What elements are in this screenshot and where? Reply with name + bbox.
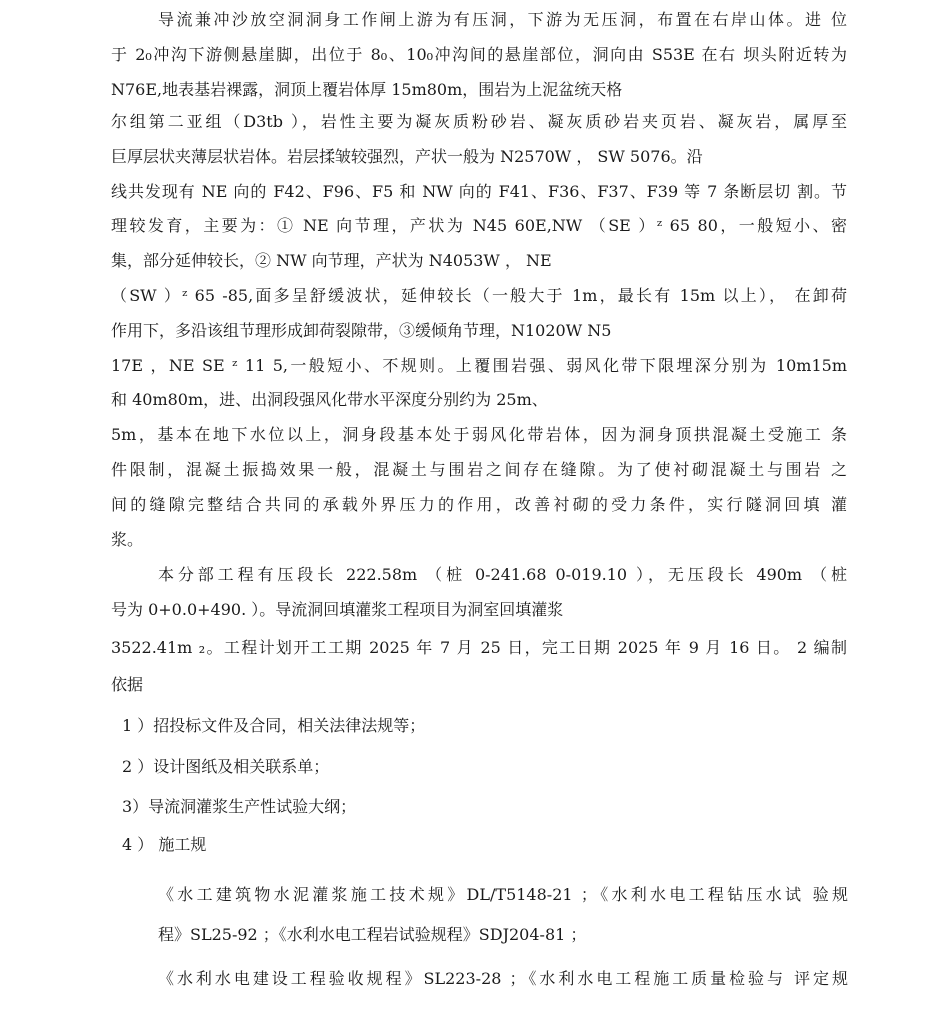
text-line: 集，部分延伸较长，② NW 向节理，产状为 N4053W ， NE (111, 251, 552, 270)
text-line: 巨厚层状夹薄层状岩体。岩层揉皱较强烈，产状一般为 N2570W ， SW 5076。沿 (111, 147, 703, 166)
text-line: （SW ）ᶻ 65 -85,面多呈舒缓波状，延伸较长（一般大于 1m，最长有 15m 以上）， 在卸荷 (111, 286, 847, 305)
text-line: 于 2₀冲沟下游侧悬崖脚，出位于 8₀、10₀冲沟间的悬崖部位，洞向由 S53E 在右 坝头附近转为 (111, 45, 847, 64)
reference-line: 程》SL25-92 ；《水利水电工程岩试验规程》SDJ204-81 ； (158, 925, 587, 944)
reference-line: 《水工建筑物水泥灌浆施工技术规》DL/T5148-21 ；《水利水电工程钻压水试 验规 (158, 885, 848, 904)
text-line: 尔组第二亚组（D3tb ），岩性主要为凝灰质粉砂岩、凝灰质砂岩夹页岩、凝灰岩，属厚至 (111, 112, 847, 131)
text-line: 浆。 (111, 530, 144, 549)
text-line: 间的缝隙完整结合共同的承载外界压力的作用，改善衬砌的受力条件，实行隧洞回填 灌 (111, 495, 847, 514)
text-line: 件限制，混凝土振捣效果一般，混凝土与围岩之间存在缝隙。为了使衬砌混凝土与围岩 之 (111, 460, 847, 479)
text-line: 3522.41m ₂。工程计划开工工期 2025 年 7 月 25 日，完工日期 2025 年 9 月 16 日。 2 编制 (111, 638, 847, 657)
list-item: 2 ）设计图纸及相关联系单； (122, 757, 330, 776)
text-line: 17E ，NE SE ᶻ 11 5,一般短小、不规则。上覆围岩强、弱风化带下限埋深分别为 10m15m (111, 356, 847, 375)
list-item: 1 ）招投标文件及合同，相关法律法规等； (122, 716, 426, 735)
list-item: 4 ） 施工规 (122, 835, 207, 854)
text-line: 导流兼冲沙放空洞洞身工作闸上游为有压洞，下游为无压洞，布置在右岸山体。进 位 (158, 10, 847, 29)
text-line: N76E,地表基岩裸露，洞顶上覆岩体厚 15m80m，围岩为上泥盆统天格 (111, 80, 623, 99)
text-line: 作用下，多沿该组节理形成卸荷裂隙带，③缓倾角节理，N1020W N5 (111, 321, 612, 340)
text-line: 5m，基本在地下水位以上，洞身段基本处于弱风化带岩体，因为洞身顶拱混凝土受施工 条 (111, 425, 847, 444)
text-line: 和 40m80m，进、出洞段强风化带水平深度分别约为 25m、 (111, 390, 548, 409)
text-line: 本分部工程有压段长 222.58m （桩 0-241.68 0-019.10 ），无压段长 490m （桩 (158, 565, 847, 584)
text-line: 号为 0+0.0+490. ）。导流洞回填灌浆工程项目为洞室回填灌浆 (111, 600, 564, 619)
list-item: 3）导流洞灌浆生产性试验大纲； (122, 797, 357, 816)
text-line: 线共发现有 NE 向的 F42、F96、F5 和 NW 向的 F41、F36、F37、F39 等 7 条断层切 割。节 (111, 182, 847, 201)
text-line: 依据 (111, 675, 144, 694)
reference-line: 《水利水电建设工程验收规程》SL223-28 ；《水利水电工程施工质量检验与 评定规 (158, 969, 848, 988)
text-line: 理较发育，主要为：① NE 向节理，产状为 N45 60E,NW （SE ）ᶻ 65 80，一般短小、密 (111, 216, 847, 235)
